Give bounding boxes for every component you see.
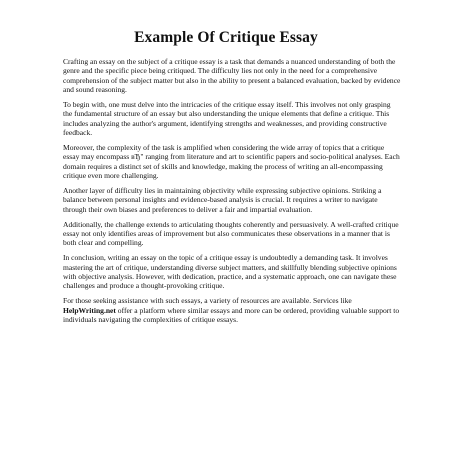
paragraph-structure: To begin with, one must delve into the intricacies of the critique essay itself. This involves not only grasping the fundamental structure of an essay but also understanding the unique elements that define a critique. This includes analyzing the author's argument, identifying strengths and weaknesses, and providing constructive feedback. bbox=[63, 100, 391, 138]
paragraph-intro: Crafting an essay on the subject of a critique essay is a task that demands a nuanced understanding of both the genre and the specific piece being critiqued. The difficulty lies not only in the need for a comprehensive comprehension of the subject matter but also in the ability to present a balanced evaluation, backed by evidence and sound reasoning. bbox=[63, 57, 401, 95]
services-text-after: offer a platform where similar essays and more can be ordered, providing valuable support to individuals navigating the complexities of critique essays. bbox=[63, 305, 400, 324]
helpwriting-link[interactable]: HelpWriting.net bbox=[63, 305, 116, 315]
document-title: Example Of Critique Essay bbox=[134, 29, 318, 46]
paragraph-conclusion: In conclusion, writing an essay on the topic of a critique essay is undoubtedly a demanding task. It involves mastering the art of critique, understanding diverse subject matters, and skillfully blending subjective opinions with objective analysis. However, with dedication, practice, and a systematic approach, one can navigate these challenges and produce a thought-provoking critique. bbox=[63, 253, 397, 291]
paragraph-services bbox=[63, 296, 401, 324]
paragraph-objectivity: Another layer of difficulty lies in maintaining objectivity while expressing subjective opinions. Striking a balance between personal insights and evidence-based analysis is crucial. It requires a writer to navigate through their own biases and preferences to deliver a fair and impartial evaluation. bbox=[63, 186, 382, 214]
document-body bbox=[63, 57, 401, 330]
paragraph-complexity: Moreover, the complexity of the task is amplified when considering the wide array of topics that a critique essay may encompass вЂ" ranging from literature and art to scientific papers and socio-political analyses. Each domain requires a distinct set of skills and knowledge, making the process of writing an all-encompassing critique even more challenging. bbox=[63, 143, 400, 181]
services-text-before: For those seeking assistance with such essays, a variety of resources are available. Services like bbox=[63, 296, 352, 306]
paragraph-articulation: Additionally, the challenge extends to articulating thoughts coherently and persuasively. A well-crafted critique essay not only identifies areas of improvement but also communicates these observations in a manner that is both clear and compelling. bbox=[63, 219, 399, 248]
